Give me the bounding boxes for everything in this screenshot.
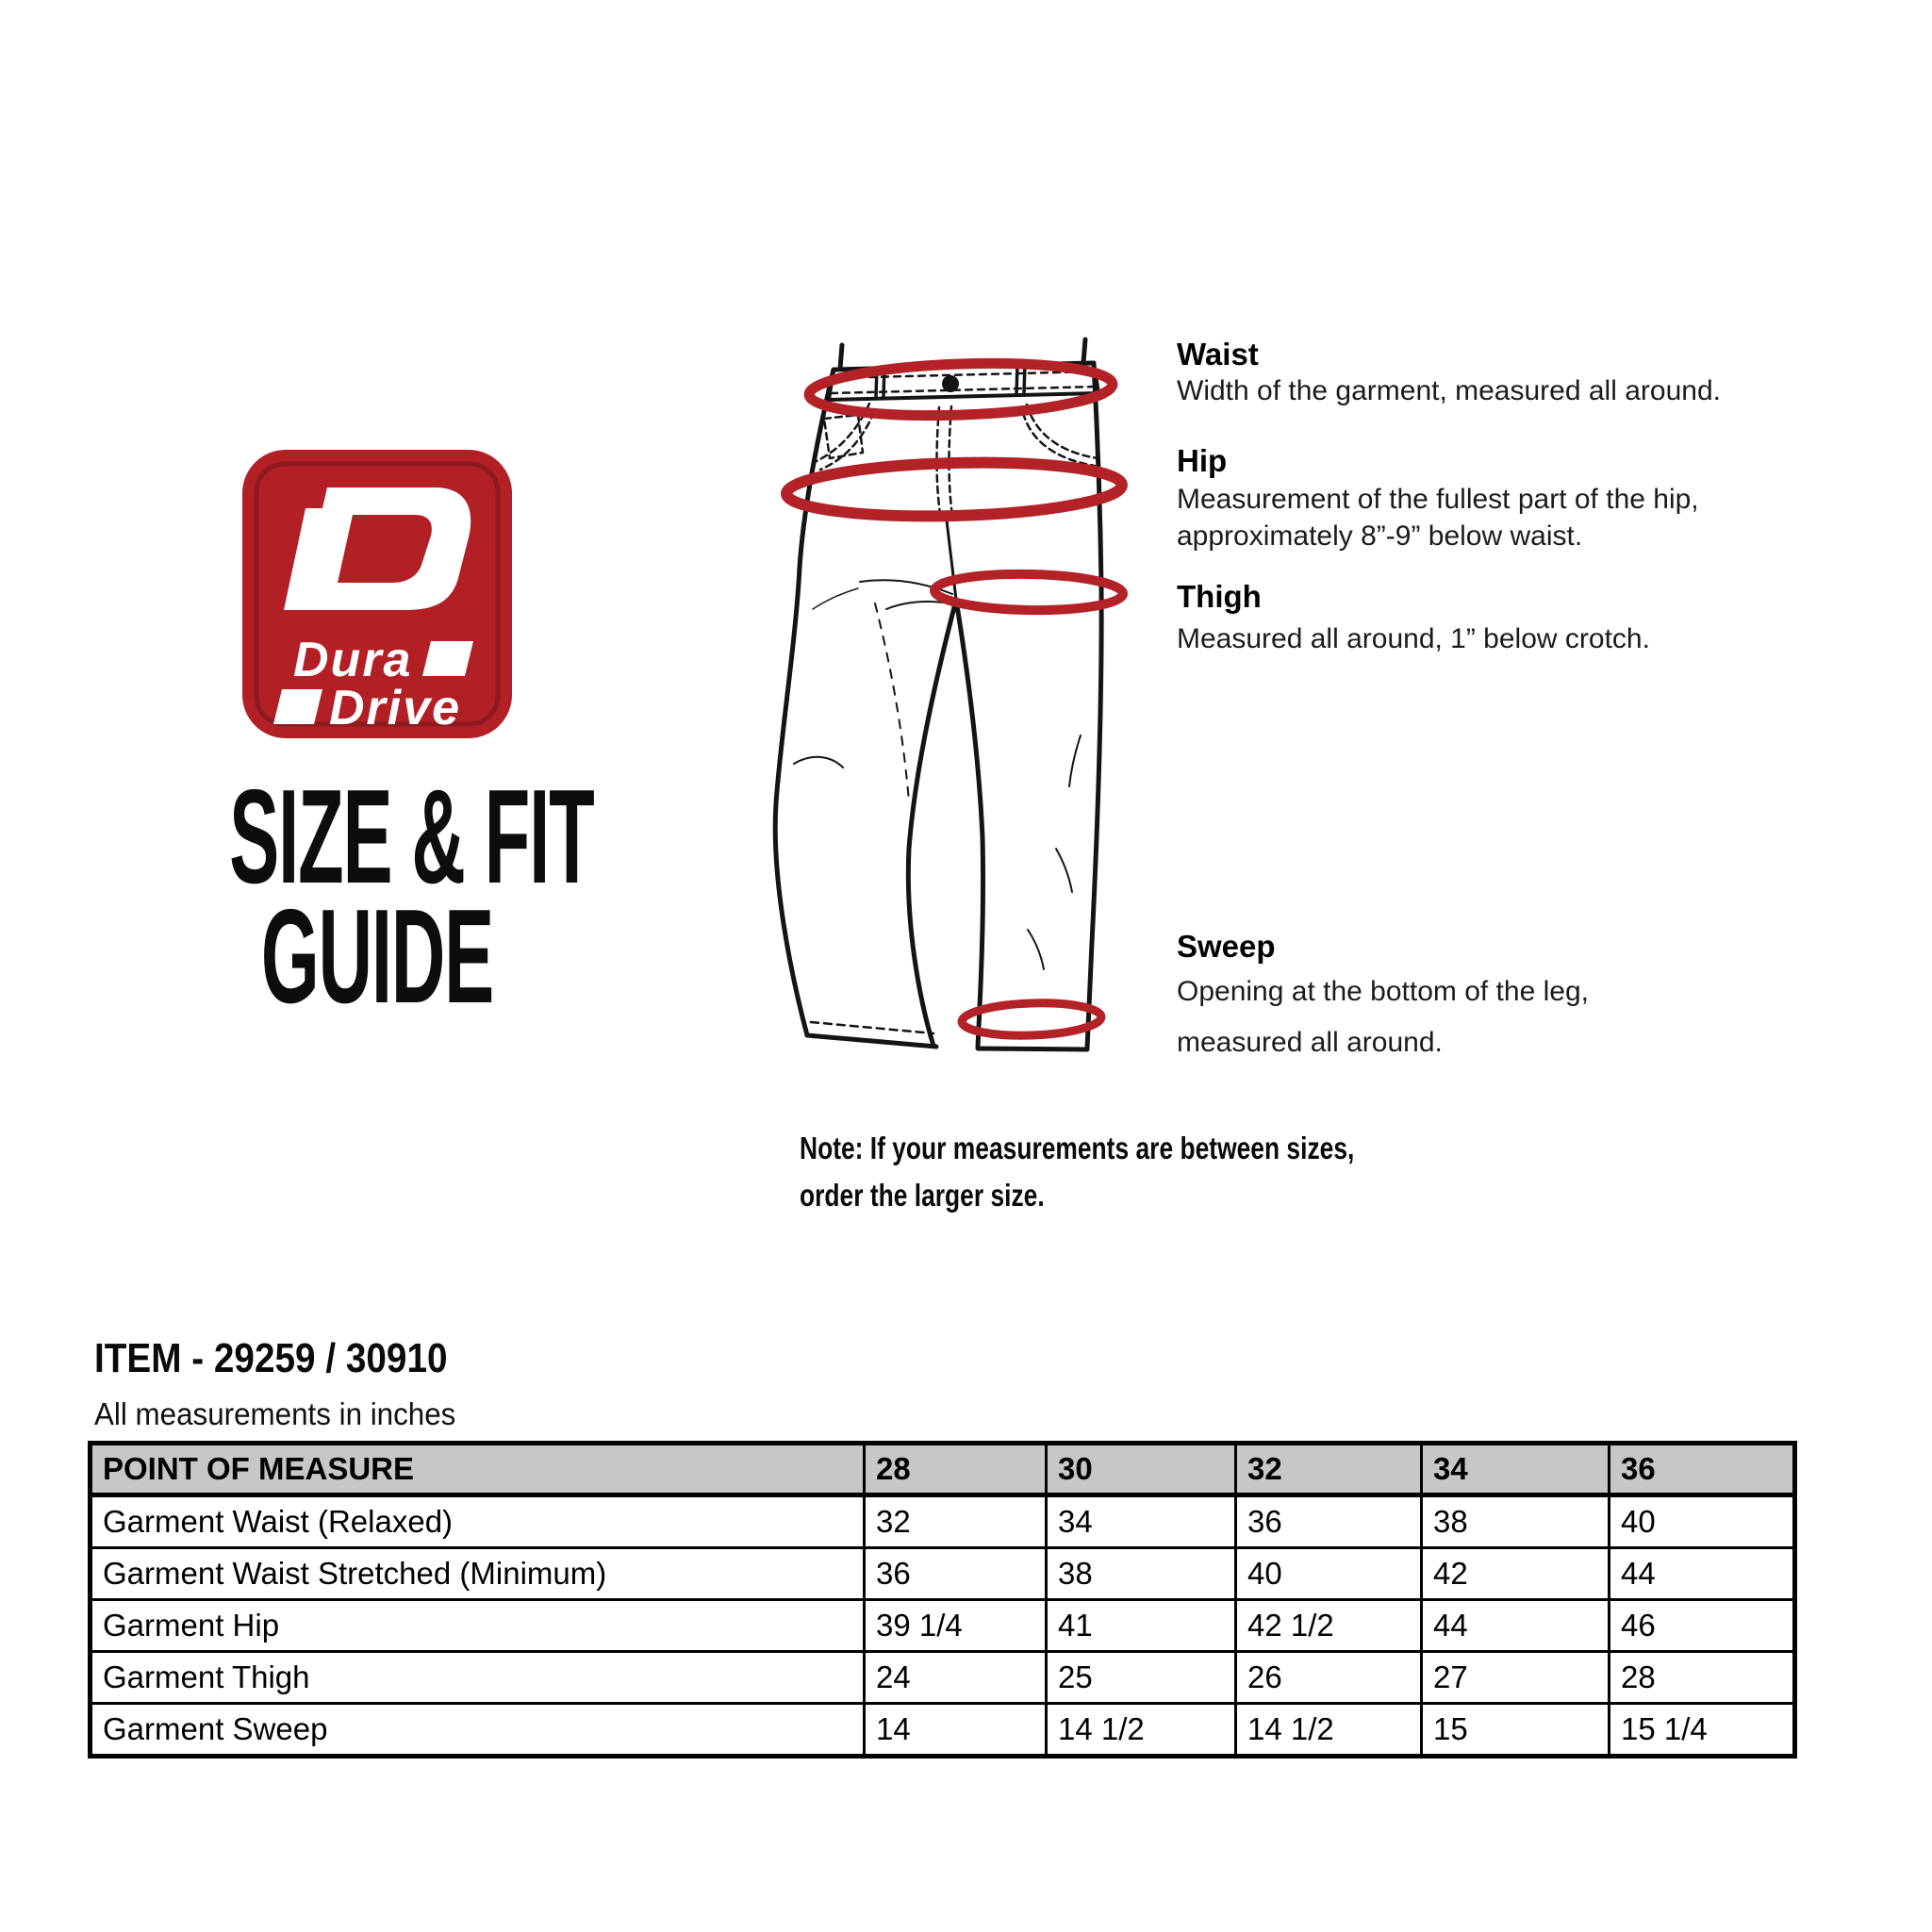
item-number-heading: ITEM - 29259 / 30910 [94, 1335, 448, 1381]
measure-desc-thigh [1177, 620, 1650, 658]
cell-value: 39 1/4 [865, 1600, 1047, 1652]
inner-seam-right-leg [956, 600, 983, 1047]
measure-desc-waist [1177, 372, 1721, 410]
button-icon [942, 375, 959, 392]
table-row [91, 1704, 1795, 1757]
cell-value: 14 1/2 [1236, 1704, 1422, 1757]
measure-desc-sweep-line-2: measured all around. [1177, 1027, 1443, 1058]
col-header-size-30: 30 [1047, 1444, 1236, 1495]
crease-5 [794, 757, 843, 768]
measure-label-sweep: Sweep [1177, 929, 1276, 964]
crease-6 [1069, 735, 1081, 786]
thigh-measure-ring [934, 572, 1124, 611]
measurement-units-subtitle: All measurements in inches [94, 1396, 456, 1431]
cell-value: 26 [1236, 1652, 1422, 1704]
col-header-size-28: 28 [865, 1444, 1047, 1495]
hem-left-stitch [811, 1022, 933, 1033]
cell-value: 38 [1422, 1495, 1610, 1548]
cell-value: 44 [1422, 1600, 1610, 1652]
col-header-size-32: 32 [1236, 1444, 1422, 1495]
cell-value: 32 [865, 1495, 1047, 1548]
table-row [91, 1600, 1795, 1652]
logo-brand-word-2: Drive [329, 681, 462, 735]
measure-label-hip: Hip [1177, 443, 1228, 478]
size-table-container [88, 1441, 1797, 1759]
cell-value: 36 [865, 1548, 1047, 1600]
cell-value: 41 [1047, 1600, 1236, 1652]
crease-3 [813, 588, 858, 609]
measure-desc-hip-line-2: approximately 8”-9” below waist. [1177, 520, 1583, 552]
row-label: Garment Waist (Relaxed) [91, 1495, 865, 1548]
cell-value: 40 [1236, 1548, 1422, 1600]
cell-value: 40 [1610, 1495, 1795, 1548]
row-label: Garment Hip [91, 1600, 865, 1652]
page-title-line-2: GUIDE [260, 882, 494, 1032]
size-table [88, 1441, 1797, 1759]
dura-drive-logo [242, 450, 512, 738]
table-row [91, 1548, 1795, 1600]
measure-desc-hip-line-1: Measurement of the fullest part of the hip, [1177, 484, 1699, 515]
measure-desc-hip [1177, 481, 1699, 554]
hip-measure-ring [785, 458, 1122, 520]
belt-loop-stub-left [840, 345, 842, 369]
size-table-header-row [91, 1444, 1795, 1495]
cell-value: 24 [865, 1652, 1047, 1704]
logo-accent-bar-right [422, 641, 473, 676]
cell-value: 34 [1047, 1495, 1236, 1548]
cell-value: 28 [1610, 1652, 1795, 1704]
measure-desc-sweep [1177, 966, 1589, 1068]
cell-value: 15 [1422, 1704, 1610, 1757]
cell-value: 15 1/4 [1610, 1704, 1795, 1757]
cell-value: 38 [1047, 1548, 1236, 1600]
pants-illustration [745, 321, 1169, 1075]
outer-seam-left [775, 370, 834, 1035]
measure-label-thigh: Thigh [1177, 579, 1262, 614]
col-header-size-36: 36 [1610, 1444, 1795, 1495]
cell-value: 42 1/2 [1236, 1600, 1422, 1652]
cell-value: 36 [1236, 1495, 1422, 1548]
crease-2 [886, 602, 950, 609]
sweep-measure-ring [961, 1000, 1101, 1037]
cell-value: 25 [1047, 1652, 1236, 1704]
table-row [91, 1652, 1795, 1704]
table-row [91, 1495, 1795, 1548]
cell-value: 14 [865, 1704, 1047, 1757]
hem-left [807, 1035, 936, 1047]
measure-label-waist: Waist [1177, 337, 1259, 372]
front-rise-crease [947, 520, 956, 600]
measure-desc-waist-line-1: Width of the garment, measured all around. [1177, 375, 1721, 406]
waistband-stitch-bottom [831, 387, 1097, 393]
logo-accent-bar-left [273, 689, 322, 724]
waistband-bottom [829, 393, 1098, 400]
measure-desc-thigh-line-1: Measured all around, 1” below crotch. [1177, 623, 1650, 654]
crease-4 [875, 603, 909, 801]
row-label: Garment Sweep [91, 1704, 865, 1757]
belt-loop-stub-right [1083, 339, 1085, 363]
pocket-left-stitch-2 [820, 412, 874, 470]
cell-value: 14 1/2 [1047, 1704, 1236, 1757]
page-title [229, 762, 594, 1032]
inner-seam-left-leg [908, 600, 956, 1046]
row-label: Garment Thigh [91, 1652, 865, 1704]
crease-8 [1028, 930, 1044, 969]
cell-value: 42 [1422, 1548, 1610, 1600]
measure-desc-sweep-line-1: Opening at the bottom of the leg, [1177, 976, 1589, 1007]
sizing-note-line-1: Note: If your measurements are between sizes, [800, 1131, 1355, 1165]
crease-7 [1056, 849, 1072, 892]
sizing-note [800, 1125, 1354, 1219]
col-header-point-of-measure: POINT OF MEASURE [91, 1444, 865, 1495]
col-header-size-34: 34 [1422, 1444, 1610, 1495]
page-title-line-1: SIZE & FIT [229, 762, 594, 912]
cell-value: 44 [1610, 1548, 1795, 1600]
cell-value: 46 [1610, 1600, 1795, 1652]
sizing-note-line-2: order the larger size. [800, 1178, 1045, 1213]
logo-brand-word-1: Dura [293, 633, 413, 687]
row-label: Garment Waist Stretched (Minimum) [91, 1548, 865, 1600]
cell-value: 27 [1422, 1652, 1610, 1704]
